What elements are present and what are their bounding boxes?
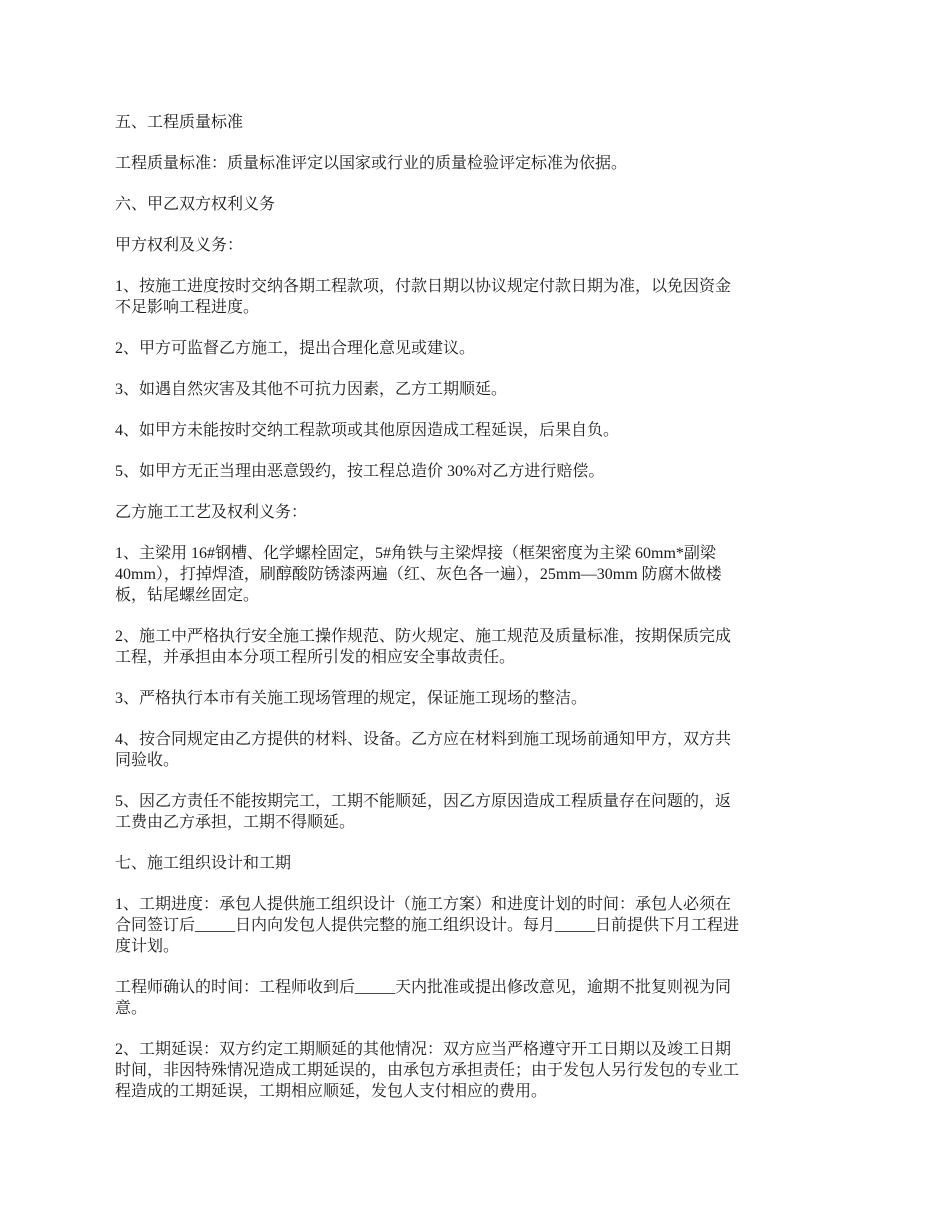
engineer-confirmation: 工程师确认的时间：工程师收到后_____天内批准或提出修改意见，逾期不批复则视为同 意。 <box>115 979 732 1017</box>
party-b-item-1: 1、主梁用 16#钢槽、化学螺栓固定，5#角铁与主梁焊接（框架密度为主梁 60mm*副梁 40mm），打掉焊渣，刷醇酸防锈漆两遍（红、灰色各一遍），25mm—30mm 防腐木做楼 板，钻尾螺丝固定。 <box>115 545 722 604</box>
section-heading-rights: 六、甲乙双方权利义务 <box>115 196 276 213</box>
party-a-item-3: 3、如遇自然灾害及其他不可抗力因素，乙方工期顺延。 <box>115 381 508 398</box>
schedule-item-2: 2、工期延误：双方约定工期顺延的其他情况：双方应当严格遵守开工日期以及竣工日期 时间，非因特殊情况造成工期延误的，由承包方承担责任；由于发包人另行发包的专业工 程造成的工期延误，工期相应顺延，发包人支付相应的费用。 <box>115 1041 740 1100</box>
document-page <box>115 112 845 1122</box>
party-b-item-4: 4、按合同规定由乙方提供的材料、设备。乙方应在材料到施工现场前通知甲方，双方共 同验收。 <box>115 731 732 769</box>
subheading-party-a: 甲方权利及义务： <box>115 237 244 254</box>
party-a-item-5: 5、如甲方无正当理由恶意毁约，按工程总造价 30%对乙方进行赔偿。 <box>115 463 605 480</box>
subheading-party-b: 乙方施工工艺及权利义务： <box>115 504 308 521</box>
party-a-item-2: 2、甲方可监督乙方施工，提出合理化意见或建议。 <box>115 340 476 357</box>
party-b-item-2: 2、施工中严格执行安全施工操作规范、防火规定、施工规范及质量标准，按期保质完成 工程，并承担由本分项工程所引发的相应安全事故责任。 <box>115 628 732 666</box>
schedule-item-1: 1、工期进度：承包人提供施工组织设计（施工方案）和进度计划的时间：承包人必须在 合同签订后_____日内向发包人提供完整的施工组织设计。每月_____日前提供下月工程进 度计划。 <box>115 896 740 955</box>
party-a-item-4: 4、如甲方未能按时交纳工程款项或其他原因造成工程延误，后果自负。 <box>115 422 620 439</box>
section-heading-schedule: 七、施工组织设计和工期 <box>115 855 292 872</box>
party-a-item-1: 1、按施工进度按时交纳各期工程款项，付款日期以协议规定付款日期为准，以免因资金 不足影响工程进度。 <box>115 278 732 316</box>
party-b-item-5: 5、因乙方责任不能按期完工，工期不能顺延，因乙方原因造成工程质量存在问题的，返 工费由乙方承担，工期不得顺延。 <box>115 793 732 831</box>
section-heading-quality: 五、工程质量标准 <box>115 114 244 131</box>
party-b-item-3: 3、严格执行本市有关施工现场管理的规定，保证施工现场的整洁。 <box>115 690 588 707</box>
paragraph-quality-standard: 工程质量标准：质量标准评定以国家或行业的质量检验评定标准为依据。 <box>115 155 628 172</box>
